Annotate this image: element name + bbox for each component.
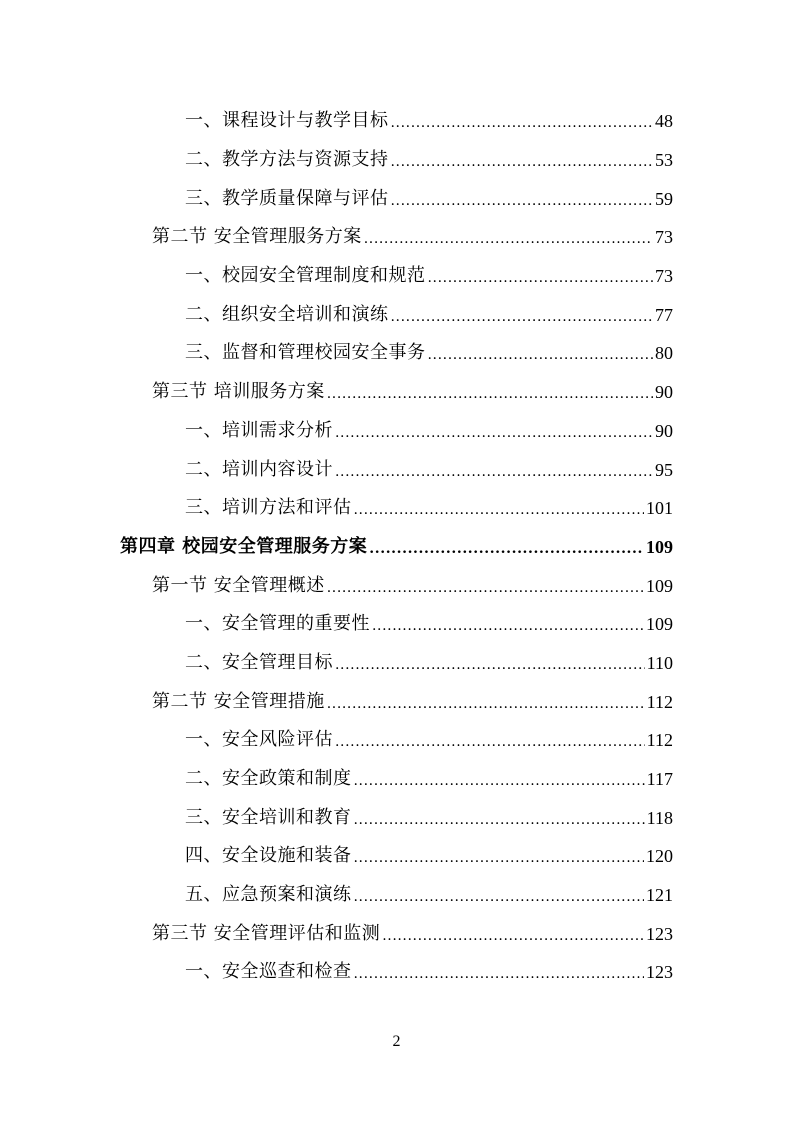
toc-entry-title: 二、组织安全培训和演练 bbox=[185, 303, 389, 325]
toc-entry-title: 一、安全管理的重要性 bbox=[185, 613, 370, 635]
toc-entry-title: 第二节 安全管理措施 bbox=[152, 690, 325, 712]
toc-dot-leader bbox=[372, 615, 644, 637]
toc-entry-page: 90 bbox=[655, 382, 673, 403]
toc-entry-title: 二、培训内容设计 bbox=[185, 458, 333, 480]
toc-entry-title: 一、课程设计与教学目标 bbox=[185, 110, 389, 132]
toc-dot-leader bbox=[327, 693, 645, 715]
toc-entry-item[interactable] bbox=[0, 257, 673, 296]
toc-entry-item[interactable] bbox=[0, 721, 673, 760]
toc-entry-item[interactable] bbox=[0, 837, 673, 876]
toc-dot-leader bbox=[428, 267, 654, 289]
toc-dot-leader bbox=[428, 344, 654, 366]
toc-entry-title: 一、安全巡查和检查 bbox=[185, 961, 352, 983]
toc-entry-title: 第三节 培训服务方案 bbox=[152, 381, 325, 403]
toc-entry-page: 59 bbox=[655, 188, 673, 209]
toc-entry-title: 一、培训需求分析 bbox=[185, 419, 333, 441]
toc-entry-title: 三、监督和管理校园安全事务 bbox=[185, 342, 426, 364]
toc-dot-leader bbox=[354, 847, 645, 869]
toc-dot-leader bbox=[364, 228, 653, 250]
page-number: 2 bbox=[392, 1033, 401, 1050]
toc-dot-leader bbox=[354, 499, 645, 521]
toc-entry-item[interactable] bbox=[0, 798, 673, 837]
toc-dot-leader bbox=[391, 151, 654, 173]
table-of-contents bbox=[0, 102, 793, 992]
toc-entry-title: 第四章 校园安全管理服务方案 bbox=[120, 535, 368, 557]
toc-entry-page: 73 bbox=[655, 227, 673, 248]
toc-dot-leader bbox=[354, 809, 645, 831]
toc-entry-page: 101 bbox=[646, 498, 673, 519]
toc-entry-page: 77 bbox=[655, 304, 673, 325]
toc-entry-item[interactable] bbox=[0, 141, 673, 180]
toc-entry-section[interactable] bbox=[0, 566, 673, 605]
toc-entry-page: 80 bbox=[655, 343, 673, 364]
toc-entry-title: 一、校园安全管理制度和规范 bbox=[185, 265, 426, 287]
toc-entry-title: 第三节 安全管理评估和监测 bbox=[152, 922, 381, 944]
toc-entry-page: 123 bbox=[646, 923, 673, 944]
toc-entry-title: 第二节 安全管理服务方案 bbox=[152, 226, 362, 248]
toc-dot-leader bbox=[335, 731, 645, 753]
toc-entry-title: 三、教学质量保障与评估 bbox=[185, 187, 389, 209]
toc-entry-page: 121 bbox=[646, 885, 673, 906]
toc-entry-page: 73 bbox=[655, 266, 673, 287]
toc-entry-page: 123 bbox=[646, 962, 673, 983]
toc-entry-section[interactable] bbox=[0, 373, 673, 412]
toc-entry-page: 90 bbox=[655, 420, 673, 441]
toc-entry-chapter[interactable] bbox=[0, 528, 673, 567]
toc-entry-item[interactable] bbox=[0, 876, 673, 915]
toc-entry-page: 117 bbox=[646, 769, 673, 790]
toc-dot-leader bbox=[354, 963, 645, 985]
toc-dot-leader bbox=[335, 654, 645, 676]
toc-entry-title: 五、应急预案和演练 bbox=[185, 884, 352, 906]
toc-dot-leader bbox=[327, 383, 653, 405]
toc-entry-section[interactable] bbox=[0, 914, 673, 953]
toc-entry-title: 二、安全政策和制度 bbox=[185, 768, 352, 790]
toc-entry-page: 95 bbox=[655, 459, 673, 480]
toc-entry-item[interactable] bbox=[0, 334, 673, 373]
toc-entry-title: 三、培训方法和评估 bbox=[185, 497, 352, 519]
toc-entry-page: 109 bbox=[646, 614, 673, 635]
toc-entry-page: 110 bbox=[646, 652, 673, 673]
toc-dot-leader bbox=[327, 577, 644, 599]
toc-dot-leader bbox=[369, 538, 644, 560]
toc-dot-leader bbox=[391, 112, 654, 134]
toc-entry-title: 四、安全设施和装备 bbox=[185, 845, 352, 867]
toc-dot-leader bbox=[391, 306, 654, 328]
toc-entry-item[interactable] bbox=[0, 644, 673, 683]
toc-dot-leader bbox=[354, 770, 645, 792]
toc-entry-page: 112 bbox=[646, 691, 673, 712]
toc-entry-page: 118 bbox=[646, 807, 673, 828]
toc-entry-item[interactable] bbox=[0, 489, 673, 528]
toc-entry-item[interactable] bbox=[0, 295, 673, 334]
toc-entry-title: 第一节 安全管理概述 bbox=[152, 574, 325, 596]
toc-entry-section[interactable] bbox=[0, 218, 673, 257]
toc-entry-item[interactable] bbox=[0, 953, 673, 992]
toc-dot-leader bbox=[335, 461, 653, 483]
toc-entry-page: 109 bbox=[646, 575, 673, 596]
toc-entry-item[interactable] bbox=[0, 412, 673, 451]
toc-dot-leader bbox=[335, 422, 653, 444]
toc-dot-leader bbox=[382, 925, 644, 947]
toc-entry-title: 二、安全管理目标 bbox=[185, 651, 333, 673]
toc-entry-item[interactable] bbox=[0, 605, 673, 644]
toc-entry-section[interactable] bbox=[0, 682, 673, 721]
toc-entry-item[interactable] bbox=[0, 450, 673, 489]
toc-entry-page: 53 bbox=[655, 150, 673, 171]
toc-entry-page: 48 bbox=[655, 111, 673, 132]
toc-entry-item[interactable] bbox=[0, 760, 673, 799]
toc-entry-item[interactable] bbox=[0, 102, 673, 141]
toc-entry-item[interactable] bbox=[0, 179, 673, 218]
toc-entry-page: 109 bbox=[646, 536, 673, 557]
toc-dot-leader bbox=[354, 886, 645, 908]
toc-entry-page: 112 bbox=[646, 730, 673, 751]
toc-entry-title: 一、安全风险评估 bbox=[185, 729, 333, 751]
toc-entry-title: 二、教学方法与资源支持 bbox=[185, 149, 389, 171]
toc-entry-title: 三、安全培训和教育 bbox=[185, 806, 352, 828]
toc-entry-page: 120 bbox=[646, 846, 673, 867]
toc-dot-leader bbox=[391, 190, 654, 212]
